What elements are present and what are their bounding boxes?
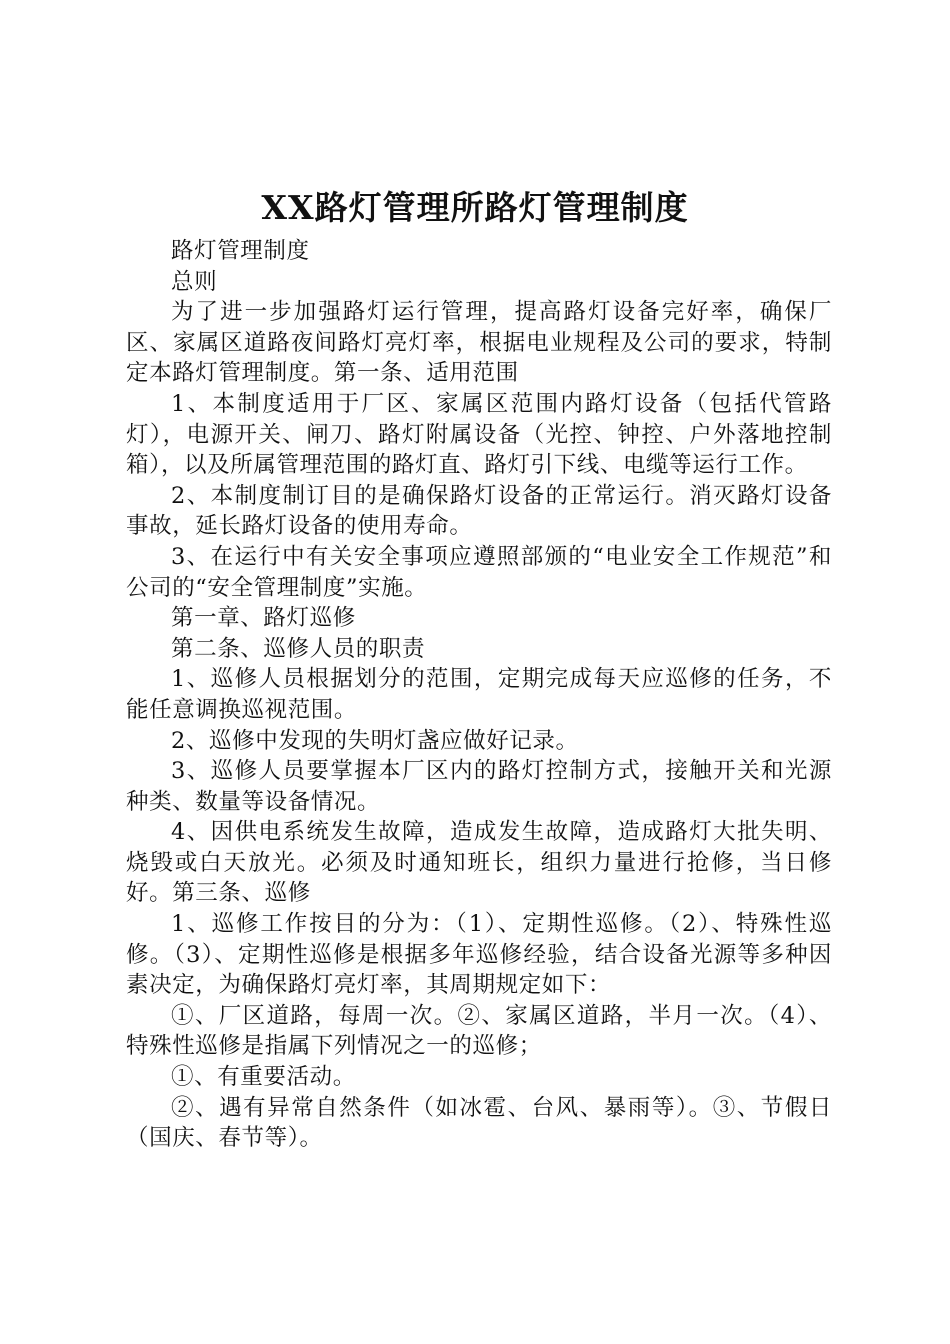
article-heading: 第二条、巡修人员的职责	[171, 635, 426, 662]
paragraph-heading: 路灯管理制度	[171, 238, 310, 264]
paragraph: ②、遇有异常自然条件（如冰雹、台风、暴雨等）。③、节假日（国庆、春节等）。	[126, 1094, 832, 1152]
paragraph: 2、巡修中发现的失明灯盏应做好记录。	[171, 727, 579, 754]
paragraph: 3、巡修人员要掌握本厂区内的路灯控制方式，接触开关和光源种类、数量等设备情况。	[126, 758, 832, 815]
paragraph: 4、因供电系统发生故障，造成发生故障，造成路灯大批失明、烧毁或白天放光。必须及时通知班长，组织力量进行抢修，当日修好。第三条、巡修	[126, 819, 832, 907]
paragraph: 为了进一步加强路灯运行管理，提高路灯设备完好率，确保厂区、家属区道路夜间路灯亮灯率，根据电业规程及公司的要求，特制定本路灯管理制度。第一条、适用范围	[126, 299, 832, 387]
paragraph-general: 总则	[171, 268, 218, 295]
paragraph: 3、在运行中有关安全事项应遵照部颁的“电业安全工作规范”和公司的“安全管理制度”实施。	[126, 543, 832, 601]
paragraph: 1、巡修工作按目的分为：（1）、定期性巡修。（2）、特殊性巡修。（3）、定期性巡修是根据多年巡修经验，结合设备光源等多种因素决定，为确保路灯亮灯率，其周期规定如下：	[126, 911, 832, 999]
paragraph: 1、巡修人员根据划分的范围，定期完成每天应巡修的任务，不能任意调换巡视范围。	[126, 666, 832, 723]
paragraph: ①、厂区道路，每周一次。②、家属区道路，半月一次。（4）、特殊性巡修是指属下列情况之一的巡修；	[126, 1002, 832, 1060]
document-body	[126, 236, 832, 1154]
paragraph: ①、有重要活动。	[171, 1064, 356, 1091]
paragraph: 1、本制度适用于厂区、家属区范围内路灯设备（包括代管路灯），电源开关、闸刀、路灯附属设备（光控、钟控、户外落地控制箱），以及所属管理范围的路灯直、路灯引下线、电缆等运行工作。	[126, 390, 832, 479]
chapter-heading: 第一章、路灯巡修	[171, 605, 356, 632]
paragraph: 2、本制度制订目的是确保路灯设备的正常运行。消灭路灯设备事故，延长路灯设备的使用寿命。	[126, 482, 832, 540]
document-title: XX路灯管理所路灯管理制度	[261, 188, 689, 227]
